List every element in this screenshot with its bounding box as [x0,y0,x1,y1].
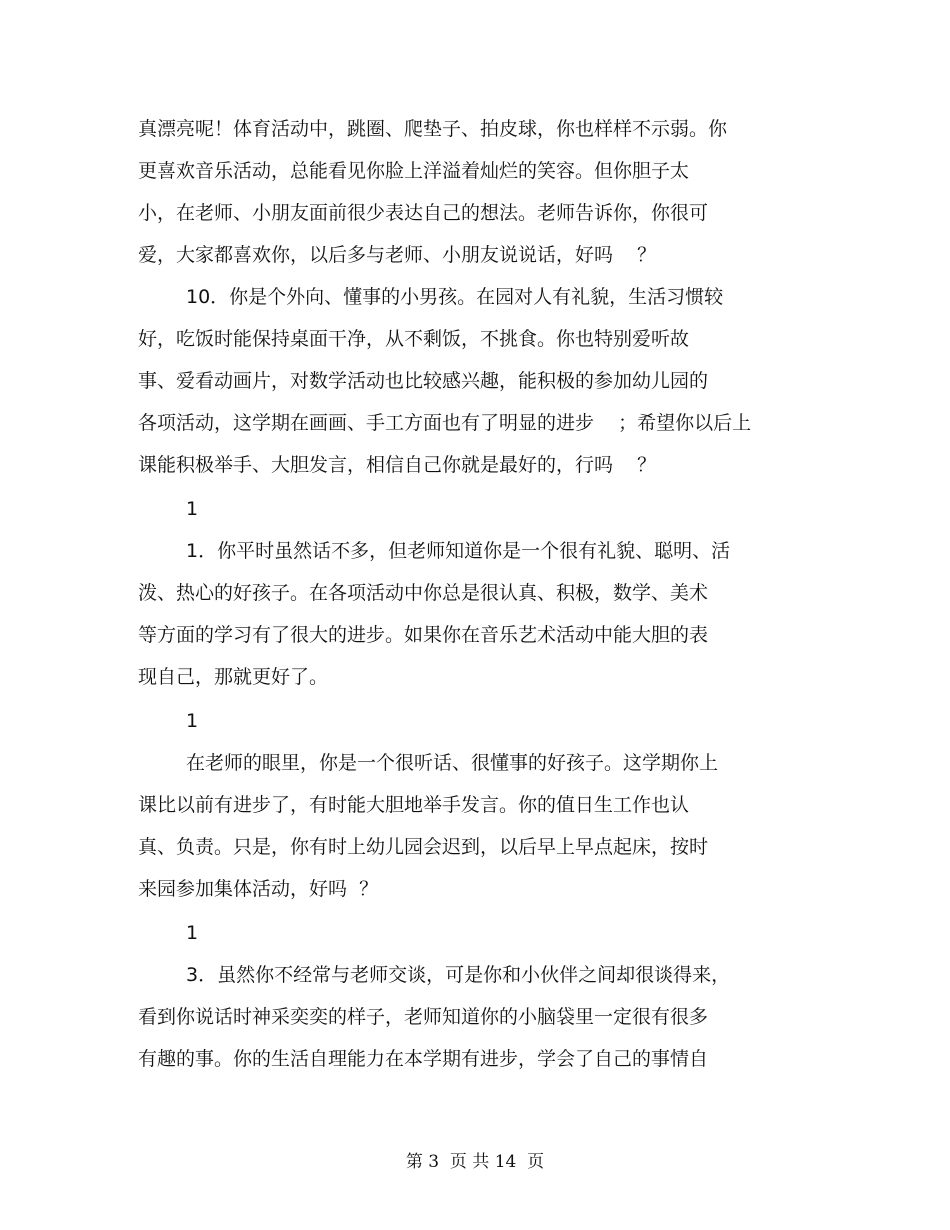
page-footer: 第 3 页 共 14 页 [405,1152,545,1172]
text-line: 看到你说话时神采奕奕的样子，老师知道你的小脑袋里一定很有很多 [138,1006,709,1028]
text-line: 更喜欢音乐活动，总能看见你脸上洋溢着灿烂的笑容。但你胆子太 [138,160,690,182]
text-line: 来园参加集体活动，好吗 ？ [138,878,379,900]
text-line: 有趣的事。你的生活自理能力在本学期有进步，学会了自己的事情自 [138,1048,709,1070]
text-line: 事、爱看动画片，对数学活动也比较感兴趣，能积极的参加幼儿园的 [138,370,709,392]
section-number: 1 [186,710,199,732]
text-line: 各项活动，这学期在画画、手工方面也有了明显的进步 ；希望你以后上 [138,412,752,434]
text-line: 10．你是个外向、懂事的小男孩。在园对人有礼貌，生活习惯较 [186,286,724,308]
text-line: 现自己，那就更好了。 [138,666,329,688]
text-line: 课能积极举手、大胆发言，相信自己你就是最好的，行吗 ？ [138,454,657,476]
text-line: 好，吃饭时能保持桌面干净，从不剩饭，不挑食。你也特别爱听故 [138,328,690,350]
text-line: 1．你平时虽然话不多，但老师知道你是一个很有礼貌、聪明、活 [186,540,731,562]
text-line: 课比以前有进步了，有时能大胆地举手发言。你的值日生工作也认 [138,794,690,816]
section-number: 1 [186,498,199,520]
text-line: 爱，大家都喜欢你，以后多与老师、小朋友说说话，好吗 ？ [138,244,657,266]
text-line: 3．虽然你不经常与老师交谈，可是你和小伙伴之间却很谈得来， [186,964,731,986]
text-line: 真漂亮呢！体育活动中，跳圈、爬垫子、拍皮球，你也样样不示弱。你 [138,118,728,140]
text-line: 在老师的眼里，你是一个很听话、很懂事的好孩子。这学期你上 [186,752,719,774]
text-line: 小，在老师、小朋友面前很少表达自己的想法。老师告诉你，你很可 [138,202,709,224]
text-line: 泼、热心的好孩子。在各项活动中你总是很认真、积极，数学、美术 [138,582,709,604]
text-line: 等方面的学习有了很大的进步。如果你在音乐艺术活动中能大胆的表 [138,624,709,646]
text-line: 真、负责。只是，你有时上幼儿园会迟到，以后早上早点起床，按时 [138,836,709,858]
section-number: 1 [186,922,199,944]
